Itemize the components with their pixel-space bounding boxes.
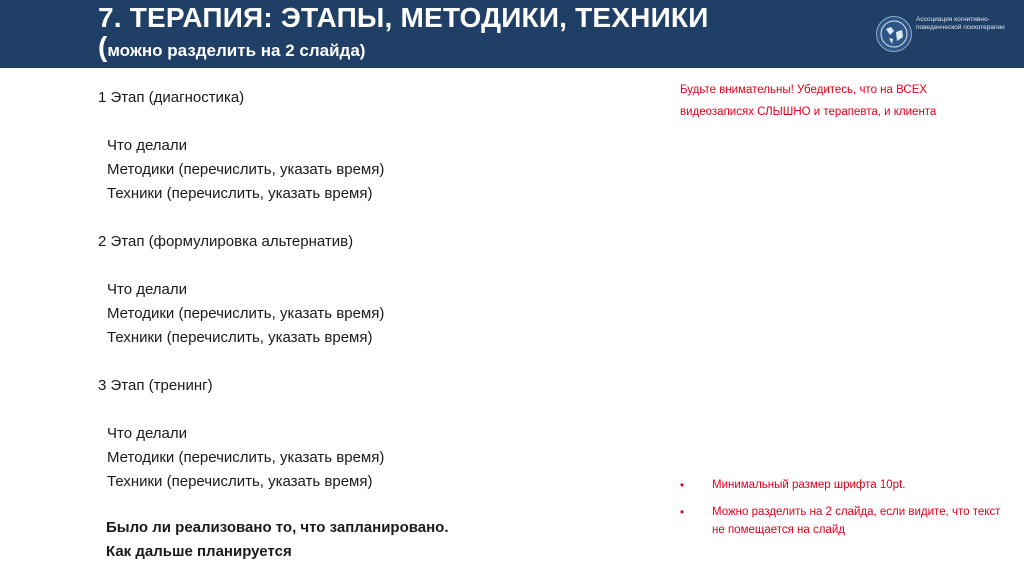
bullet-text: Минимальный размер шрифта 10pt. (712, 479, 906, 491)
association-logo (876, 12, 1024, 52)
stage-title: 3 Этап (тренинг) (98, 377, 213, 394)
stage-item: Что делали (107, 281, 188, 298)
subtitle-text: можно разделить на 2 слайда) (107, 41, 366, 60)
stage-item: Методики (перечислить, указать время) (107, 449, 385, 466)
slide-title: 7. ТЕРАПИЯ: ЭТАПЫ, МЕТОДИКИ, ТЕХНИКИ (98, 2, 709, 33)
bullet-list (680, 476, 1010, 546)
warning-note: Будьте внимательны! Убедитесь, что на ВСЕХ видеозаписях СЛЫШНО и терапевта, и клиента (680, 84, 937, 118)
stage-1 (98, 86, 598, 206)
list-item (680, 503, 1010, 539)
stage-title: 1 Этап (диагностика) (98, 89, 245, 106)
stages-content (98, 86, 598, 494)
title-block (98, 2, 709, 64)
stage-item: Техники (перечислить, указать время) (107, 473, 373, 490)
stage-item: Методики (перечислить, указать время) (107, 305, 385, 322)
subtitle-paren: ( (98, 31, 108, 62)
stage-item: Что делали (107, 425, 188, 442)
stage-item: Техники (перечислить, указать время) (107, 185, 373, 202)
final-line-2: Как дальше планируется (106, 543, 292, 560)
list-item (680, 476, 1010, 496)
globe-icon (876, 16, 912, 52)
stage-item: Методики (перечислить, указать время) (107, 161, 385, 178)
stage-item: Техники (перечислить, указать время) (107, 329, 373, 346)
stage-item: Что делали (107, 137, 188, 154)
bullet-icon: • (680, 507, 685, 519)
stage-title: 2 Этап (формулировка альтернатив) (98, 233, 354, 250)
final-questions (106, 516, 449, 564)
stage-3 (98, 374, 598, 494)
slide-header (0, 0, 1024, 68)
bullet-text: Можно разделить на 2 слайда, если видите, что текст не помещается на слайд (712, 506, 1001, 536)
final-line-1: Было ли реализовано то, что запланировано. (106, 519, 449, 536)
bullet-icon: • (680, 480, 685, 492)
stage-2 (98, 230, 598, 350)
logo-text: Ассоциация когнитивно-поведенческой психотерапии (916, 16, 1005, 31)
slide-subtitle (98, 31, 709, 64)
